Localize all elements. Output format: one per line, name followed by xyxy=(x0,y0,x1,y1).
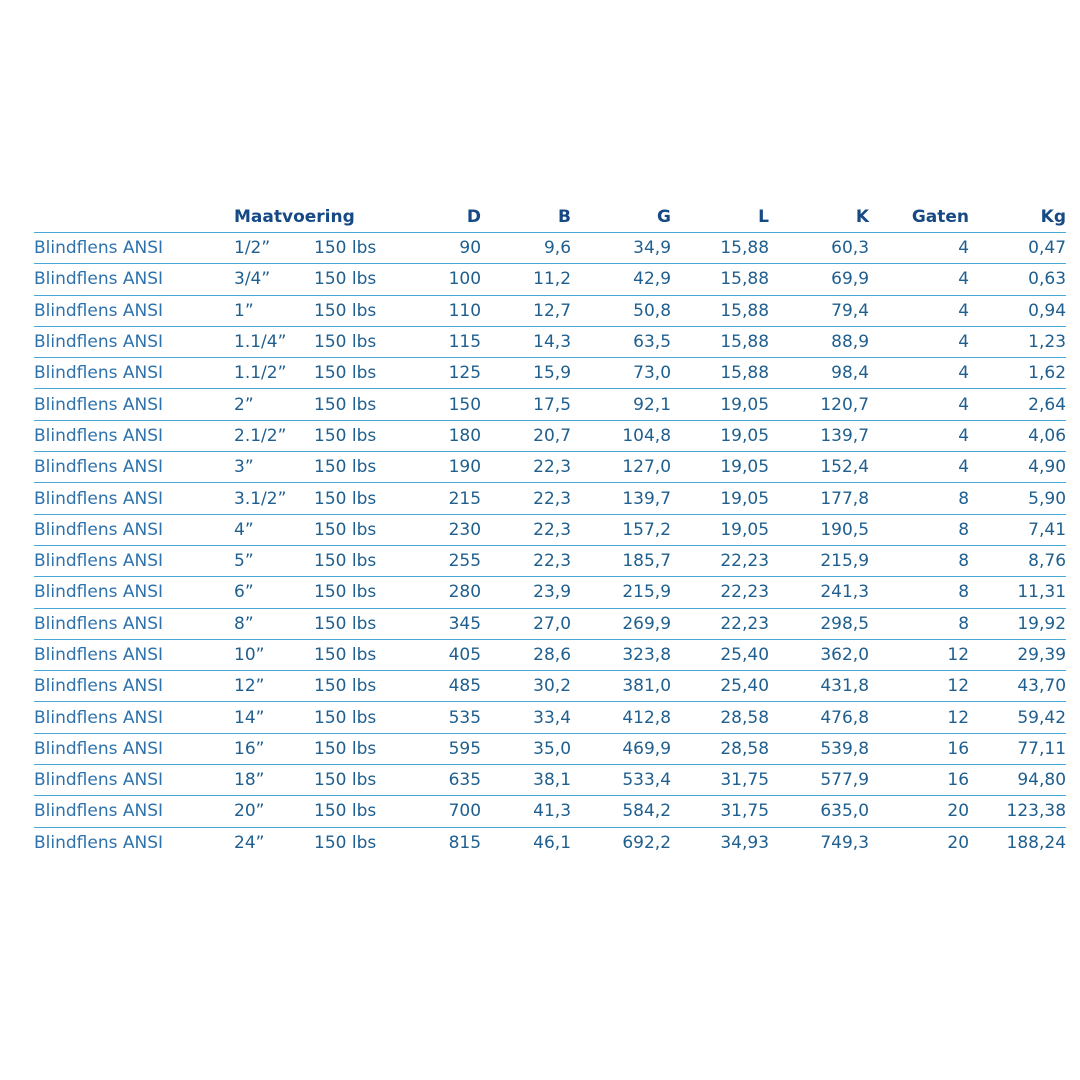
cell-pressure: 150 lbs xyxy=(314,671,394,702)
cell-gaten: 12 xyxy=(869,671,969,702)
cell-product: Blindflens ANSI xyxy=(34,420,234,451)
cell-kg: 0,47 xyxy=(969,233,1066,264)
cell-kg: 19,92 xyxy=(969,608,1066,639)
cell-product: Blindflens ANSI xyxy=(34,326,234,357)
cell-size: 10” xyxy=(234,639,314,670)
cell-size: 3” xyxy=(234,452,314,483)
cell-k: 120,7 xyxy=(769,389,869,420)
table-row xyxy=(34,796,1066,827)
cell-g: 692,2 xyxy=(622,832,672,853)
spec-table-container xyxy=(34,202,1066,858)
cell-l: 19,05 xyxy=(671,389,769,420)
cell-g: 215,9 xyxy=(571,577,671,608)
cell-kg: 5,90 xyxy=(969,483,1066,514)
cell-g: 63,5 xyxy=(571,326,671,357)
cell-pressure: 150 lbs xyxy=(314,420,394,451)
cell-d: 535 xyxy=(394,702,481,733)
cell-g: 185,7 xyxy=(571,545,671,576)
cell-b: 22,3 xyxy=(481,514,571,545)
cell-k: 577,9 xyxy=(769,765,869,796)
cell-k: 215,9 xyxy=(769,545,869,576)
cell-gaten: 8 xyxy=(869,545,969,576)
cell-size: 4” xyxy=(234,514,314,545)
cell-gaten: 8 xyxy=(869,608,969,639)
cell-product: Blindflens ANSI xyxy=(34,765,234,796)
cell-product: Blindflens ANSI xyxy=(34,832,164,853)
cell-gaten: 4 xyxy=(869,389,969,420)
table-row xyxy=(34,264,1066,295)
cell-size: 1.1/4” xyxy=(234,326,314,357)
cell-d: 190 xyxy=(394,452,481,483)
cell-pressure: 150 lbs xyxy=(314,796,394,827)
cell-kg: 8,76 xyxy=(969,545,1066,576)
header-g: G xyxy=(571,202,671,233)
cell-kg: 0,94 xyxy=(969,295,1066,326)
cell-k: 431,8 xyxy=(769,671,869,702)
cell-pressure: 150 lbs xyxy=(314,483,394,514)
cell-g: 469,9 xyxy=(571,733,671,764)
cell-gaten: 12 xyxy=(869,639,969,670)
cell-size: 1.1/2” xyxy=(234,358,314,389)
header-maatvoering: Maatvoering xyxy=(234,202,394,233)
cell-d: 180 xyxy=(394,420,481,451)
table-row xyxy=(34,827,1066,858)
cell-k: 152,4 xyxy=(769,452,869,483)
cell-size: 24” xyxy=(234,832,265,853)
cell-l: 15,88 xyxy=(671,358,769,389)
header-d: D xyxy=(394,202,481,233)
cell-size: 18” xyxy=(234,765,314,796)
cell-size: 2” xyxy=(234,389,314,420)
cell-pressure: 150 lbs xyxy=(314,545,394,576)
cell-kg: 188,24 xyxy=(1006,832,1067,853)
cell-k: 139,7 xyxy=(769,420,869,451)
cell-g: 42,9 xyxy=(571,264,671,295)
cell-g: 34,9 xyxy=(571,233,671,264)
cell-kg: 4,06 xyxy=(969,420,1066,451)
cell-l: 34,93 xyxy=(720,832,770,853)
cell-product: Blindflens ANSI xyxy=(34,264,234,295)
header-product xyxy=(34,202,234,233)
cell-gaten: 8 xyxy=(869,514,969,545)
cell-k: 88,9 xyxy=(769,326,869,357)
cell-b: 15,9 xyxy=(481,358,571,389)
cell-size: 1” xyxy=(234,295,314,326)
cell-kg: 123,38 xyxy=(969,796,1066,827)
cell-g: 104,8 xyxy=(571,420,671,451)
cell-b: 22,3 xyxy=(481,483,571,514)
cell-k: 298,5 xyxy=(769,608,869,639)
cell-g: 73,0 xyxy=(571,358,671,389)
table-row xyxy=(34,326,1066,357)
table-row xyxy=(34,420,1066,451)
cell-l: 19,05 xyxy=(671,420,769,451)
cell-product: Blindflens ANSI xyxy=(34,452,234,483)
cell-l: 15,88 xyxy=(671,264,769,295)
cell-gaten: 16 xyxy=(869,765,969,796)
table-row xyxy=(34,295,1066,326)
cell-size: 2.1/2” xyxy=(234,420,314,451)
cell-b: 35,0 xyxy=(481,733,571,764)
table-header-row xyxy=(34,202,1066,233)
cell-g: 323,8 xyxy=(571,639,671,670)
cell-product: Blindflens ANSI xyxy=(34,702,234,733)
cell-pressure: 150 lbs xyxy=(314,702,394,733)
cell-pressure: 150 lbs xyxy=(314,389,394,420)
cell-b: 27,0 xyxy=(481,608,571,639)
cell-size: 8” xyxy=(234,608,314,639)
cell-k: 177,8 xyxy=(769,483,869,514)
cell-size: 1/2” xyxy=(234,233,314,264)
cell-g: 127,0 xyxy=(571,452,671,483)
cell-d: 700 xyxy=(394,796,481,827)
cell-g: 92,1 xyxy=(571,389,671,420)
cell-gaten: 20 xyxy=(869,796,969,827)
cell-b: 20,7 xyxy=(481,420,571,451)
cell-d: 150 xyxy=(394,389,481,420)
cell-d: 125 xyxy=(394,358,481,389)
table-row xyxy=(34,671,1066,702)
cell-d: 405 xyxy=(394,639,481,670)
cell-pressure: 150 lbs xyxy=(314,326,394,357)
cell-gaten: 4 xyxy=(869,233,969,264)
cell-d: 635 xyxy=(394,765,481,796)
cell-b: 41,3 xyxy=(481,796,571,827)
cell-l: 28,58 xyxy=(671,733,769,764)
cell-kg: 4,90 xyxy=(969,452,1066,483)
cell-d: 345 xyxy=(394,608,481,639)
cell-k: 749,3 xyxy=(820,832,870,853)
cell-g: 50,8 xyxy=(571,295,671,326)
cell-kg: 1,62 xyxy=(969,358,1066,389)
table-row xyxy=(34,483,1066,514)
cell-pressure: 150 lbs xyxy=(314,295,394,326)
cell-k: 635,0 xyxy=(769,796,869,827)
table-row xyxy=(34,514,1066,545)
cell-d: 485 xyxy=(394,671,481,702)
table-row xyxy=(34,702,1066,733)
cell-b: 46,1 xyxy=(533,832,572,853)
cell-product: Blindflens ANSI xyxy=(34,389,234,420)
cell-b: 11,2 xyxy=(481,264,571,295)
cell-product: Blindflens ANSI xyxy=(34,358,234,389)
cell-gaten: 4 xyxy=(869,295,969,326)
cell-l: 28,58 xyxy=(671,702,769,733)
cell-kg: 29,39 xyxy=(969,639,1066,670)
cell-kg: 77,11 xyxy=(969,733,1066,764)
cell-l: 15,88 xyxy=(671,326,769,357)
cell-l: 22,23 xyxy=(671,608,769,639)
cell-l: 15,88 xyxy=(671,233,769,264)
cell-l: 19,05 xyxy=(671,514,769,545)
header-l: L xyxy=(671,202,769,233)
table-row xyxy=(34,608,1066,639)
cell-pressure: 150 lbs xyxy=(314,639,394,670)
cell-gaten: 4 xyxy=(869,326,969,357)
cell-k: 362,0 xyxy=(769,639,869,670)
cell-pressure: 150 lbs xyxy=(314,733,394,764)
cell-b: 23,9 xyxy=(481,577,571,608)
table-row xyxy=(34,733,1066,764)
cell-gaten: 4 xyxy=(869,358,969,389)
cell-l: 25,40 xyxy=(671,671,769,702)
cell-k: 476,8 xyxy=(769,702,869,733)
cell-pressure: 150 lbs xyxy=(314,452,394,483)
cell-k: 190,5 xyxy=(769,514,869,545)
cell-k: 98,4 xyxy=(769,358,869,389)
cell-product: Blindflens ANSI xyxy=(34,639,234,670)
cell-product: Blindflens ANSI xyxy=(34,233,234,264)
cell-size: 3/4” xyxy=(234,264,314,295)
header-k: K xyxy=(769,202,869,233)
table-row xyxy=(34,639,1066,670)
cell-size: 20” xyxy=(234,796,314,827)
cell-l: 22,23 xyxy=(671,545,769,576)
cell-gaten: 4 xyxy=(869,452,969,483)
cell-l: 31,75 xyxy=(671,796,769,827)
cell-l: 19,05 xyxy=(671,483,769,514)
cell-d: 255 xyxy=(394,545,481,576)
cell-b: 9,6 xyxy=(481,233,571,264)
table-row xyxy=(34,389,1066,420)
cell-g: 533,4 xyxy=(571,765,671,796)
cell-gaten: 4 xyxy=(869,420,969,451)
cell-product: Blindflens ANSI xyxy=(34,671,234,702)
cell-b: 14,3 xyxy=(481,326,571,357)
cell-kg: 11,31 xyxy=(969,577,1066,608)
cell-pressure: 150 lbs xyxy=(314,264,394,295)
cell-l: 25,40 xyxy=(671,639,769,670)
header-gaten: Gaten xyxy=(869,202,969,233)
table-row xyxy=(34,577,1066,608)
cell-b: 30,2 xyxy=(481,671,571,702)
cell-d: 215 xyxy=(394,483,481,514)
cell-pressure: 150 lbs xyxy=(314,608,394,639)
cell-kg: 59,42 xyxy=(969,702,1066,733)
cell-d: 230 xyxy=(394,514,481,545)
cell-b: 12,7 xyxy=(481,295,571,326)
cell-gaten: 20 xyxy=(947,832,970,853)
cell-product: Blindflens ANSI xyxy=(34,295,234,326)
cell-size: 14” xyxy=(234,702,314,733)
cell-k: 539,8 xyxy=(769,733,869,764)
cell-size: 6” xyxy=(234,577,314,608)
cell-product: Blindflens ANSI xyxy=(34,483,234,514)
cell-size: 3.1/2” xyxy=(234,483,314,514)
cell-d: 110 xyxy=(394,295,481,326)
cell-size: 5” xyxy=(234,545,314,576)
cell-b: 38,1 xyxy=(481,765,571,796)
cell-d: 280 xyxy=(394,577,481,608)
cell-product: Blindflens ANSI xyxy=(34,608,234,639)
cell-product: Blindflens ANSI xyxy=(34,545,234,576)
cell-kg: 0,63 xyxy=(969,264,1066,295)
cell-kg: 7,41 xyxy=(969,514,1066,545)
cell-pressure: 150 lbs xyxy=(314,514,394,545)
cell-g: 381,0 xyxy=(571,671,671,702)
cell-product: Blindflens ANSI xyxy=(34,514,234,545)
cell-product: Blindflens ANSI xyxy=(34,577,234,608)
cell-kg: 1,23 xyxy=(969,326,1066,357)
cell-gaten: 12 xyxy=(869,702,969,733)
cell-gaten: 8 xyxy=(869,577,969,608)
cell-kg: 94,80 xyxy=(969,765,1066,796)
cell-pressure: 150 lbs xyxy=(314,832,377,853)
cell-l: 19,05 xyxy=(671,452,769,483)
cell-gaten: 16 xyxy=(869,733,969,764)
cell-g: 139,7 xyxy=(571,483,671,514)
cell-b: 28,6 xyxy=(481,639,571,670)
cell-l: 31,75 xyxy=(671,765,769,796)
cell-b: 33,4 xyxy=(481,702,571,733)
cell-d: 90 xyxy=(394,233,481,264)
header-kg: Kg xyxy=(969,202,1066,233)
cell-b: 22,3 xyxy=(481,545,571,576)
cell-b: 22,3 xyxy=(481,452,571,483)
cell-d: 100 xyxy=(394,264,481,295)
cell-product: Blindflens ANSI xyxy=(34,796,234,827)
cell-k: 79,4 xyxy=(769,295,869,326)
table-row xyxy=(34,358,1066,389)
cell-g: 157,2 xyxy=(571,514,671,545)
cell-b: 17,5 xyxy=(481,389,571,420)
table-row xyxy=(34,765,1066,796)
flange-spec-table xyxy=(34,202,1066,858)
cell-kg: 43,70 xyxy=(969,671,1066,702)
cell-g: 584,2 xyxy=(571,796,671,827)
table-body xyxy=(34,233,1066,858)
cell-size: 12” xyxy=(234,671,314,702)
cell-l: 15,88 xyxy=(671,295,769,326)
cell-g: 269,9 xyxy=(571,608,671,639)
cell-gaten: 4 xyxy=(869,264,969,295)
cell-l: 22,23 xyxy=(671,577,769,608)
cell-g: 412,8 xyxy=(571,702,671,733)
table-row xyxy=(34,233,1066,264)
cell-pressure: 150 lbs xyxy=(314,765,394,796)
cell-pressure: 150 lbs xyxy=(314,233,394,264)
cell-size: 16” xyxy=(234,733,314,764)
cell-pressure: 150 lbs xyxy=(314,577,394,608)
table-row xyxy=(34,545,1066,576)
cell-d: 815 xyxy=(448,832,482,853)
cell-d: 115 xyxy=(394,326,481,357)
cell-pressure: 150 lbs xyxy=(314,358,394,389)
cell-k: 69,9 xyxy=(769,264,869,295)
cell-kg: 2,64 xyxy=(969,389,1066,420)
table-row xyxy=(34,452,1066,483)
cell-gaten: 8 xyxy=(869,483,969,514)
cell-k: 241,3 xyxy=(769,577,869,608)
cell-k: 60,3 xyxy=(769,233,869,264)
cell-product: Blindflens ANSI xyxy=(34,733,234,764)
header-b: B xyxy=(481,202,571,233)
cell-d: 595 xyxy=(394,733,481,764)
